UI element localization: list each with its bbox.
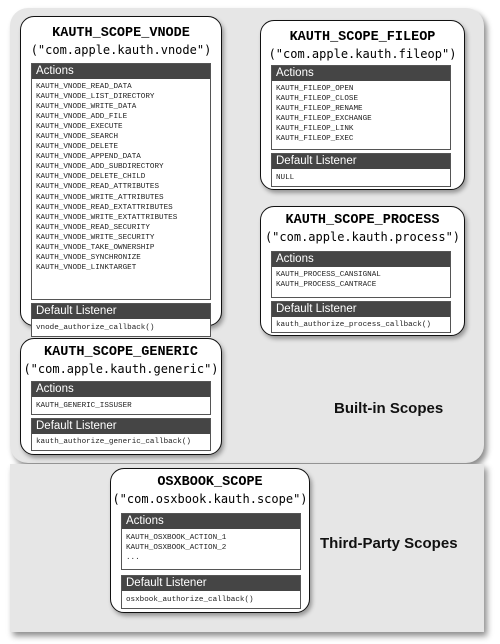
scope-identifier: ("com.osxbook.kauth.scope"): [112, 492, 308, 506]
action-item: KAUTH_VNODE_APPEND_DATA: [36, 153, 141, 162]
action-item: KAUTH_VNODE_TAKE_OWNERSHIP: [36, 243, 155, 252]
action-item: KAUTH_VNODE_WRITE_SECURITY: [36, 233, 155, 242]
scope-identifier: ("com.apple.kauth.generic"): [23, 362, 219, 376]
action-item: KAUTH_VNODE_WRITE_ATTRIBUTES: [36, 193, 164, 202]
default-listener-panel: [31, 303, 211, 337]
action-item: KAUTH_VNODE_LIST_DIRECTORY: [36, 93, 155, 102]
default-listener-panel: [271, 301, 451, 333]
action-item: KAUTH_VNODE_LINKTARGET: [36, 263, 137, 272]
default-listener-header: Default Listener: [122, 576, 300, 591]
third-party-scopes-label: Third-Party Scopes: [320, 535, 458, 552]
scope-generic: [20, 338, 222, 455]
scope-title: KAUTH_SCOPE_PROCESS: [285, 213, 440, 228]
actions-header: Actions: [272, 66, 450, 81]
default-listener-header: Default Listener: [32, 419, 210, 434]
scope-fileop: [260, 20, 465, 190]
scope-title: KAUTH_SCOPE_VNODE: [52, 26, 190, 41]
actions-panel: [31, 63, 211, 300]
default-listener-panel: [271, 153, 451, 187]
actions-panel: [31, 381, 211, 415]
actions-panel: [121, 513, 301, 570]
action-item: KAUTH_FILEOP_EXCHANGE: [276, 115, 372, 124]
actions-panel: [271, 65, 451, 150]
actions-panel: [271, 251, 451, 298]
default-listener-value: NULL: [276, 174, 295, 182]
scope-process: [260, 206, 465, 336]
actions-header: Actions: [122, 514, 300, 529]
default-listener-panel: [31, 418, 211, 451]
action-item: KAUTH_FILEOP_RENAME: [276, 105, 363, 114]
action-item: KAUTH_FILEOP_LINK: [276, 125, 354, 134]
action-item: KAUTH_VNODE_READ_SECURITY: [36, 223, 150, 232]
action-item: KAUTH_VNODE_SYNCHRONIZE: [36, 253, 141, 262]
default-listener-value: osxbook_authorize_callback(): [126, 596, 254, 604]
scope-title: OSXBOOK_SCOPE: [157, 475, 263, 490]
action-item: KAUTH_VNODE_DELETE: [36, 143, 119, 152]
action-item: KAUTH_VNODE_READ_DATA: [36, 83, 132, 91]
action-item: KAUTH_VNODE_EXECUTE: [36, 123, 123, 132]
action-item: ...: [126, 554, 140, 563]
default-listener-header: Default Listener: [272, 154, 450, 169]
actions-list: [272, 267, 450, 290]
actions-header: Actions: [32, 382, 210, 397]
scope-identifier: ("com.apple.kauth.fileop"): [268, 47, 457, 61]
action-item: KAUTH_FILEOP_CLOSE: [276, 95, 359, 104]
default-listener-header: Default Listener: [32, 304, 210, 319]
scope-osxbook: [110, 468, 310, 613]
action-item: KAUTH_GENERIC_ISSUSER: [36, 402, 132, 410]
action-item: KAUTH_OSXBOOK_ACTION_2: [126, 544, 227, 553]
actions-header: Actions: [32, 64, 210, 79]
scope-identifier: ("com.apple.kauth.vnode"): [30, 43, 212, 57]
default-listener-panel: [121, 575, 301, 609]
action-item: KAUTH_VNODE_SEARCH: [36, 133, 119, 142]
scope-title: KAUTH_SCOPE_FILEOP: [289, 30, 436, 45]
action-item: KAUTH_VNODE_WRITE_EXTATTRIBUTES: [36, 213, 178, 222]
actions-list: [122, 529, 300, 563]
scope-vnode: [20, 16, 222, 332]
action-item: KAUTH_VNODE_READ_ATTRIBUTES: [36, 183, 160, 192]
default-listener-header: Default Listener: [272, 302, 450, 317]
action-item: KAUTH_FILEOP_OPEN: [276, 85, 354, 93]
action-item: KAUTH_VNODE_ADD_SUBDIRECTORY: [36, 163, 164, 172]
scope-title: KAUTH_SCOPE_GENERIC: [44, 345, 198, 360]
action-item: KAUTH_PROCESS_CANTRACE: [276, 281, 377, 290]
actions-list: [32, 79, 210, 273]
actions-list: [272, 81, 450, 144]
default-listener-value: kauth_authorize_process_callback(): [276, 321, 431, 329]
action-item: KAUTH_VNODE_DELETE_CHILD: [36, 173, 146, 182]
action-item: KAUTH_VNODE_WRITE_DATA: [36, 103, 137, 112]
action-item: KAUTH_FILEOP_EXEC: [276, 135, 354, 144]
action-item: KAUTH_VNODE_READ_EXTATTRIBUTES: [36, 203, 173, 212]
actions-list: [32, 397, 210, 411]
built-in-scopes-label: Built-in Scopes: [334, 400, 444, 417]
action-item: KAUTH_OSXBOOK_ACTION_1: [126, 534, 227, 542]
action-item: KAUTH_PROCESS_CANSIGNAL: [276, 271, 381, 279]
actions-header: Actions: [272, 252, 450, 267]
default-listener-value: vnode_authorize_callback(): [36, 324, 155, 332]
scope-identifier: ("com.apple.kauth.process"): [264, 230, 461, 244]
default-listener-value: kauth_authorize_generic_callback(): [36, 438, 191, 446]
action-item: KAUTH_VNODE_ADD_FILE: [36, 113, 128, 122]
